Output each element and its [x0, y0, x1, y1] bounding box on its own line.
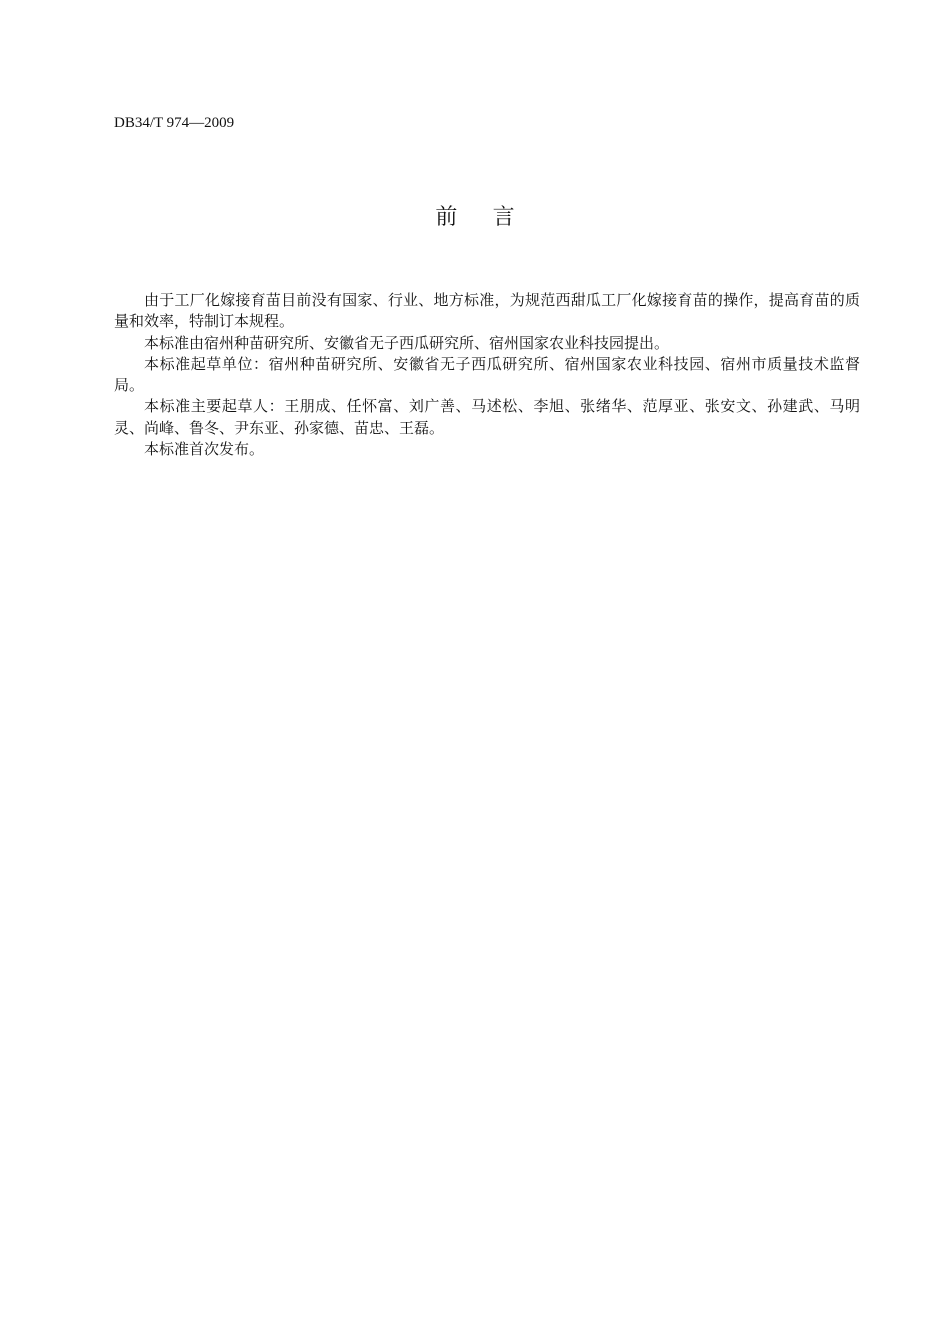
- foreword-content: [114, 290, 860, 460]
- paragraph-first-release: 本标准首次发布。: [144, 440, 265, 459]
- document-code: DB34/T 974—2009: [114, 115, 235, 131]
- paragraph-drafters: 本标准主要起草人：王朋成、任怀富、刘广善、马述松、李旭、张绪华、范厚亚、张安文、孙建武、马明灵、尚峰、鲁冬、尹东亚、孙家德、苗忠、王磊。: [114, 397, 860, 437]
- paragraph-drafting-units: 本标准起草单位：宿州种苗研究所、安徽省无子西瓜研究所、宿州国家农业科技园、宿州市质量技术监督局。: [114, 354, 860, 395]
- paragraph-purpose: 由于工厂化嫁接育苗目前没有国家、行业、地方标准，为规范西甜瓜工厂化嫁接育苗的操作，提高育苗的质量和效率，特制订本规程。: [114, 291, 860, 331]
- paragraph-proposer: 本标准由宿州种苗研究所、安徽省无子西瓜研究所、宿州国家农业科技园提出。: [144, 333, 670, 352]
- page-title: 前言: [435, 205, 550, 230]
